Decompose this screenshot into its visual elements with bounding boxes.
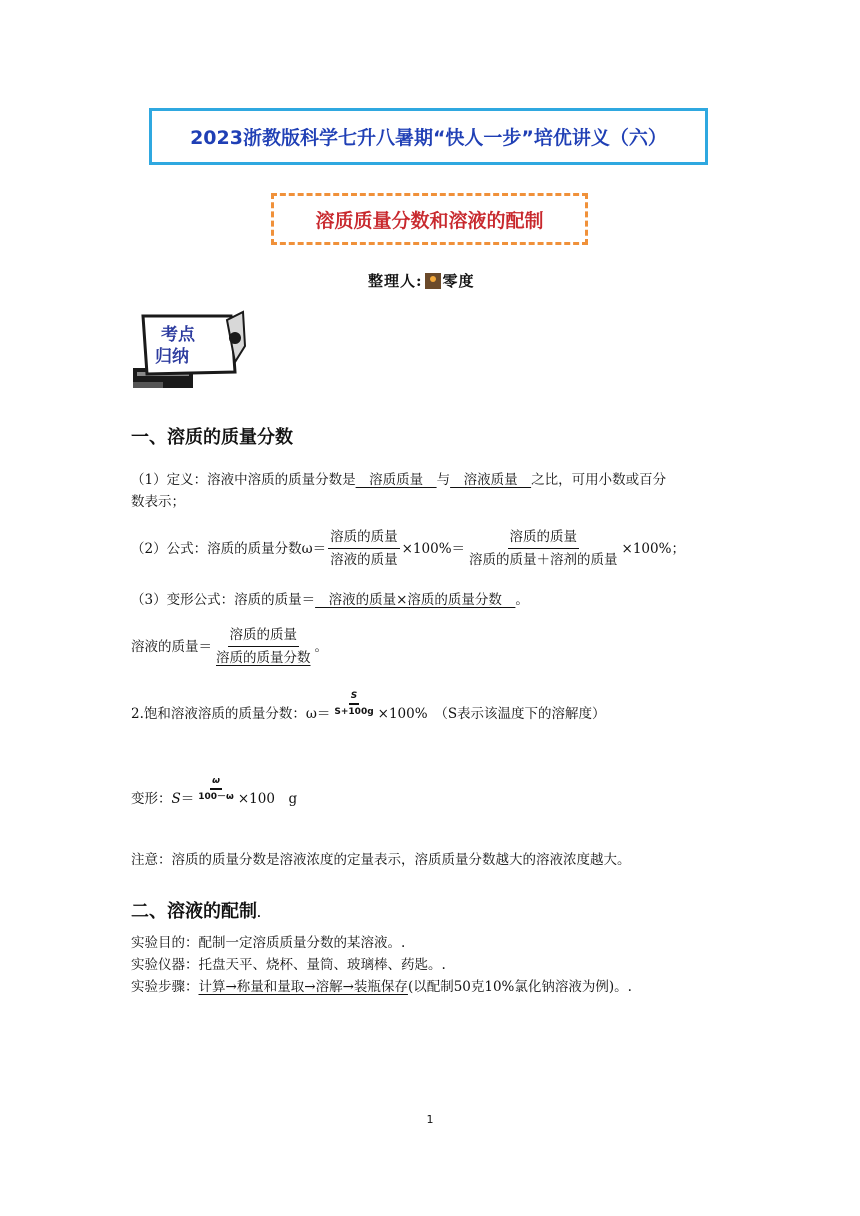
saturated-prefix: 2.饱和溶液溶质的质量分数：ω＝ xyxy=(131,706,331,722)
variant-end: 。 xyxy=(515,592,529,608)
author-avatar-icon xyxy=(425,273,441,289)
formula-prefix: （2）公式：溶质的质量分数ω＝ xyxy=(131,540,327,557)
saturated-fraction xyxy=(332,690,375,718)
document-subtitle xyxy=(271,193,588,245)
formula-fraction1 xyxy=(328,527,400,570)
solution-mass-denominator: 溶质的质量分数 xyxy=(216,650,311,666)
definition-blank-solute-mass: 溶质质量 xyxy=(355,472,437,488)
key-points-badge-icon xyxy=(131,310,247,390)
note-line: 注意：溶质的质量分数是溶液浓度的定量表示，溶质质量分数越大的溶液浓度越大。 xyxy=(131,852,631,868)
document-subtitle-text: 溶质质量分数和溶液的配制 xyxy=(315,209,544,232)
steps-prefix: 实验步骤： xyxy=(131,979,199,995)
formula-times-equals: ×100%＝ xyxy=(401,540,466,557)
solution-mass-prefix: 溶液的质量＝ xyxy=(131,638,212,655)
variant-blank: 溶液的质量×溶质的质量分数 xyxy=(315,592,516,608)
transform-s: S xyxy=(171,791,181,807)
section1-heading: 一、溶质的质量分数 xyxy=(131,427,293,448)
transform-line xyxy=(131,776,298,813)
variant-formula-line xyxy=(131,589,529,611)
saturated-formula-line xyxy=(131,691,606,728)
purpose-line: 实验目的：配制一定溶质质量分数的某溶液。. xyxy=(131,935,406,951)
saturated-numerator: S xyxy=(349,690,359,705)
document-title-text: 2023浙教版科学七升八暑期“快人一步”培优讲义（六） xyxy=(190,127,667,149)
transform-eq: ＝ xyxy=(180,791,195,807)
author-name: 零度 xyxy=(442,272,475,290)
saturated-denominator: S+100g xyxy=(334,707,374,717)
formula-fraction2 xyxy=(467,527,620,570)
transform-prefix: 变形： xyxy=(131,791,172,807)
transform-fraction xyxy=(196,775,236,803)
definition-blank-solution-mass: 溶液质量 xyxy=(450,472,532,488)
solution-mass-fraction xyxy=(214,625,313,668)
formula-fraction1-denominator: 溶液的质量 xyxy=(330,552,398,568)
transform-suffix: ×100 g xyxy=(237,791,298,807)
saturated-suffix: ×100% （S表示该温度下的溶解度） xyxy=(377,706,606,722)
section2-heading-dot: . xyxy=(257,909,261,920)
instruments-line: 实验仪器：托盘天平、烧杯、量筒、玻璃棒、药匙。. xyxy=(131,957,446,973)
transform-numerator: ω xyxy=(210,775,222,790)
formula-times-end: ×100%； xyxy=(621,540,685,557)
solution-mass-end: 。 xyxy=(314,638,328,655)
solution-mass-numerator: 溶质的质量 xyxy=(228,625,300,647)
steps-suffix: (以配制50克10%氯化钠溶液为例)。. xyxy=(407,979,632,995)
author-line xyxy=(368,270,475,291)
formula-fraction2-numerator: 溶质的质量 xyxy=(508,527,580,549)
section2-heading-text: 二、溶液的配制 xyxy=(131,901,257,922)
formula-line xyxy=(131,527,685,570)
author-label: 整理人: xyxy=(368,272,423,290)
section2-heading xyxy=(131,897,261,923)
page-number: 1 xyxy=(426,1113,434,1126)
steps-line xyxy=(131,976,632,998)
document-title xyxy=(149,108,708,165)
variant-prefix: （3）变形公式：溶质的质量＝ xyxy=(131,592,316,608)
solution-mass-line xyxy=(131,625,328,668)
definition-mid: 与 xyxy=(436,472,451,488)
transform-denominator: 100－ω xyxy=(198,792,234,802)
definition-line2: 数表示； xyxy=(131,494,185,510)
definition-suffix: 之比，可用小数或百分 xyxy=(531,472,667,488)
definition-line xyxy=(131,469,666,491)
formula-fraction1-numerator: 溶质的质量 xyxy=(328,527,400,549)
badge-line2: 归纳 xyxy=(155,347,189,367)
formula-fraction2-denominator: 溶质的质量＋溶剂的质量 xyxy=(469,552,618,568)
steps-underlined: 计算→称量和量取→溶解→装瓶保存 xyxy=(198,979,408,995)
definition-prefix: （1）定义：溶液中溶质的质量分数是 xyxy=(131,472,356,488)
badge-line1: 考点 xyxy=(161,325,195,345)
